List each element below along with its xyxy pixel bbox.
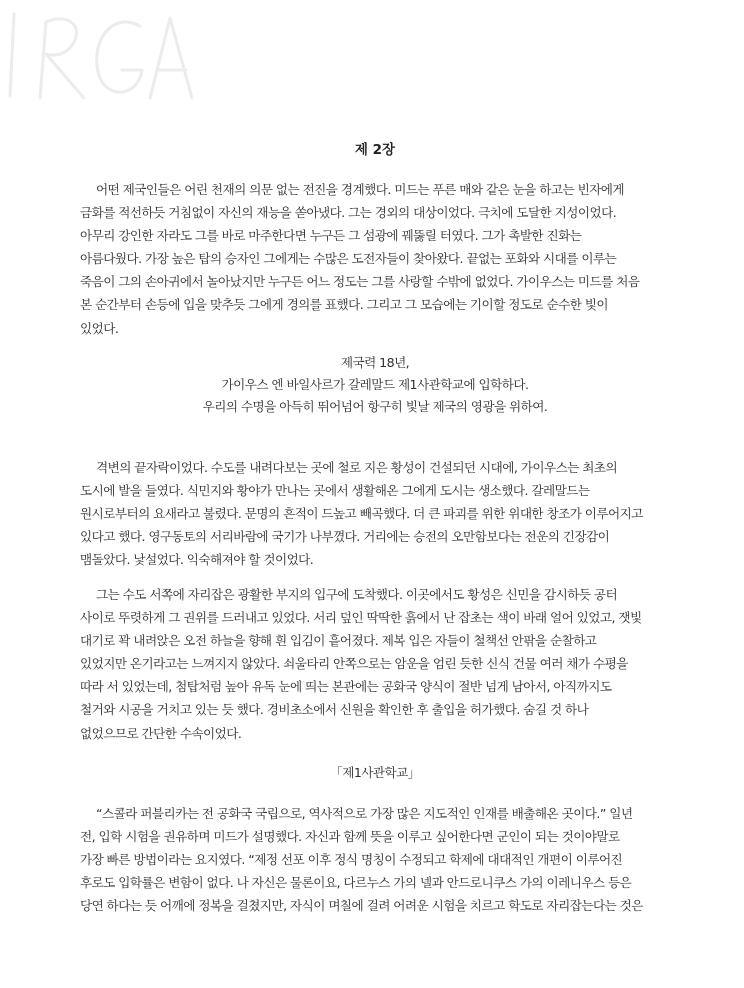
paragraph-line: 당연 하다는 듯 어깨에 정복을 걸쳤지만, 자식이 며칠에 걸려 어려운 시험을 치르고 학도로 자리잡는다는 것은 (80, 898, 643, 914)
paragraph-line: 아무리 강인한 자라도 그를 바로 마주한다면 누구든 그 섬광에 꿰뚫릴 터였다. 그가 촉발한 진화는 (80, 228, 582, 244)
paragraph-line: 있다고 했다. 영구동토의 서리바람에 국기가 나부꼈다. 거리에는 승전의 오만함보다는 전운의 긴장감이 (80, 529, 610, 545)
paragraph-1 (80, 178, 670, 340)
paragraph-line: 후로도 입학률은 변함이 없다. 나 자신은 물론이요, 다르누스 가의 넬과 안드로니쿠스 가의 이레니우스 등은 (80, 875, 632, 891)
paragraph-line: 금화를 적선하듯 거침없이 자신의 재능을 쏟아냈다. 그는 경외의 대상이었다. 극치에 도달한 지성이었다. (80, 205, 617, 221)
paragraph-line: 본 순간부터 손등에 입을 맞추듯 그에게 경의를 표했다. 그리고 그 모습에는 기이할 정도로 순수한 빛이 (80, 297, 609, 313)
epigraph-line: 우리의 수명을 아득히 뛰어넘어 항구히 빛날 제국의 영광을 위하여. (202, 399, 548, 414)
paragraph-line: 사이로 뚜렷하게 그 권위를 드러내고 있었다. 서리 덮인 딱딱한 흙에서 난 잡초는 색이 바래 얼어 있었고, 잿빛 (80, 610, 642, 626)
section-heading: 「제1사관학교」 (330, 765, 420, 780)
paragraph-line: 그는 수도 서쪽에 자리잡은 광활한 부지의 입구에 도착했다. 이곳에서도 황성은 신민을 감시하듯 공터 (96, 587, 618, 602)
paragraph-line: 원시로부터의 요새라고 불렸다. 문명의 흔적이 드높고 빼곡했다. 더 큰 파괴를 위한 위대한 창조가 이루어지고 (80, 506, 643, 522)
paragraph-line: 따라 서 있었는데, 첨탑처럼 높아 유독 눈에 띄는 본관에는 공화국 양식이 절반 넘게 남아서, 아직까지도 (80, 679, 612, 695)
irga-watermark-logo (0, 0, 200, 110)
paragraph-line: 철거와 시공을 거치고 있는 듯 했다. 경비초소에서 신원을 확인한 후 출입을 허가했다. 숨길 것 하나 (80, 702, 589, 718)
paragraph-line: 있었다. (80, 320, 119, 336)
paragraph-line: 전, 입학 시험을 권유하며 미드가 설명했다. 자신과 함께 뜻을 이루고 싶어한다면 군인이 되는 것이야말로 (80, 829, 620, 845)
paragraph-line: “스콜라 퍼블리카는 전 공화국 국립으로, 역사적으로 가장 많은 지도적인 인재를 배출해온 곳이다.” 일년 (96, 806, 633, 821)
paragraph-line: 도시에 발을 들였다. 식민지와 황야가 만나는 곳에서 생활해온 그에게 도시는 생소했다. 갈레말드는 (80, 483, 590, 499)
enrollment-epigraph (80, 352, 670, 418)
paragraph-line: 없었으므로 간단한 수속이었다. (80, 725, 242, 741)
chapter-title: 제 2장 (354, 142, 396, 158)
paragraph-4 (80, 802, 670, 917)
paragraph-line: 죽음이 그의 손아귀에서 놀아났지만 누구든 어느 정도는 그를 사랑할 수밖에 없었다. 가이우스는 미드를 처음 (80, 274, 640, 290)
paragraph-line: 맴돌았다. 낯설었다. 익숙해져야 할 것이었다. (80, 552, 314, 568)
epigraph-line: 제국력 18년, (340, 355, 410, 370)
paragraph-2 (80, 456, 670, 571)
paragraph-line: 아름다웠다. 가장 높은 탑의 승자인 그에게는 수많은 도전자들이 찾아왔다. 끝없는 포화와 시대를 이루는 (80, 251, 617, 267)
paragraph-line: 어떤 제국인들은 어린 천재의 의문 없는 전진을 경계했다. 미드는 푸른 매와 같은 눈을 하고는 빈자에게 (96, 182, 625, 197)
paragraph-line: 있었지만 온기라고는 느껴지지 않았다. 쇠울타리 안쪽으로는 암운을 엄린 듯한 신식 건물 여러 채가 수평을 (80, 656, 628, 672)
paragraph-line: 가장 빠른 방법이라는 요지였다. “제정 선포 이후 정식 명칭이 수정되고 학제에 대대적인 개편이 이루어진 (80, 852, 623, 868)
paragraph-line: 격변의 끝자락이었다. 수도를 내려다보는 곳에 철로 지은 황성이 건설되던 시대에, 가이우스는 최초의 (96, 460, 618, 475)
paragraph-line: 대기로 꽉 내려앉은 오전 하늘을 향해 흰 입김이 흩어졌다. 제복 입은 자들이 철책선 안팎을 순찰하고 (80, 633, 597, 649)
paragraph-3 (80, 583, 670, 745)
epigraph-line: 가이우스 엔 바일사르가 갈레말드 제1사관학교에 입학하다. (221, 377, 529, 392)
